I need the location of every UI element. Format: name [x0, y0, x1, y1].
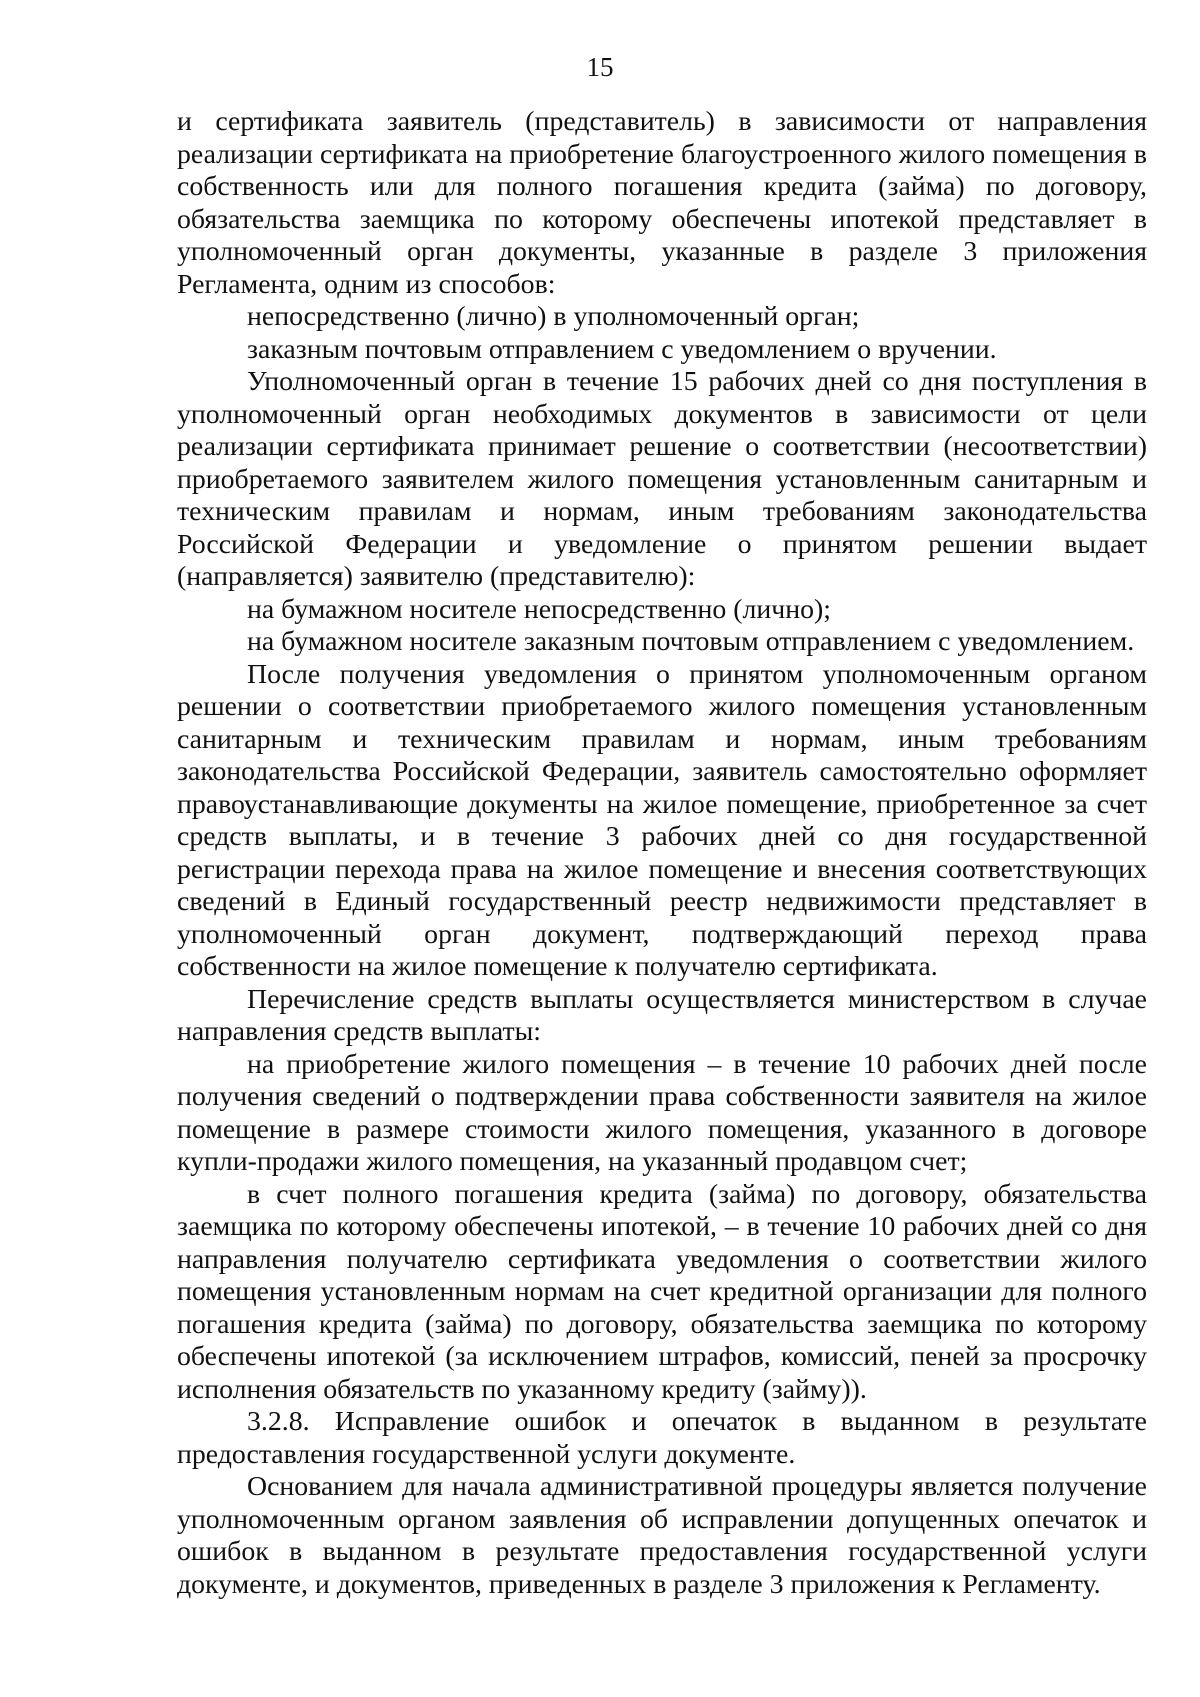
document-body	[177, 106, 1147, 1601]
paragraph-7: После получения уведомления о принятом уполномоченным органом решении о соответствии приобретаемого жилого помещения установленным санитарным и техническим правилам и нормам, иным требованиям законодательства Российской Федерации, заявитель самостоятельно оформляет правоустанавливающие документы на жилое помещение, приобретенное за счет средств выплаты, и в течение 3 рабочих дней со дня государственной регистрации перехода права на жилое помещение и внесения соответствующих сведений в Единый государственный реестр недвижимости представляет в уполномоченный орган документ, подтверждающий переход права собственности на жилое помещение к получателю сертификата.	[177, 658, 1147, 982]
paragraph-10: в счет полного погашения кредита (займа) по договору, обязательства заемщика по которому обеспечены ипотекой, – в течение 10 рабочих дней со дня направления получателю сертификата уведомления о соответствии жилого помещения установленным нормам на счет кредитной организации для полного погашения кредита (займа) по договору, обязательства заемщика по которому обеспечены ипотекой (за исключением штрафов, комиссий, пеней за просрочку исполнения обязательств по указанному кредиту (займу)).	[177, 1178, 1147, 1405]
paragraph-9: на приобретение жилого помещения – в течение 10 рабочих дней после получения сведений о подтверждении права собственности заявителя на жилое помещение в размере стоимости жилого помещения, указанного в договоре купли-продажи жилого помещения, на указанный продавцом счет;	[177, 1048, 1147, 1177]
paragraph-11: 3.2.8. Исправление ошибок и опечаток в выданном в результате предоставления государственной услуги документе.	[177, 1406, 1147, 1470]
paragraph-4: Уполномоченный орган в течение 15 рабочих дней со дня поступления в уполномоченный орган необходимых документов в зависимости от цели реализации сертификата принимает решение о соответствии (несоответствии) приобретаемого заявителем жилого помещения установленным санитарным и техническим правилам и нормам, иным требованиям законодательства Российской Федерации и уведомление о принятом решении выдает (направляется) заявителю (представителю):	[177, 366, 1147, 592]
page-number: 15	[586, 52, 614, 82]
paragraph-12: Основанием для начала административной процедуры является получение уполномоченным органом заявления об исправлении допущенных опечаток и ошибок в выданном в результате предоставления государственной услуги документе, и документов, приведенных в разделе 3 приложения к Регламенту.	[177, 1471, 1147, 1600]
paragraph-8: Перечисление средств выплаты осуществляется министерством в случае направления средств выплаты:	[177, 983, 1147, 1047]
paragraph-6: на бумажном носителе заказным почтовым отправлением с уведомлением.	[247, 626, 1135, 657]
paragraph-2: непосредственно (лично) в уполномоченный орган;	[247, 301, 860, 332]
paragraph-1: и сертификата заявитель (представитель) в зависимости от направления реализации сертификата на приобретение благоустроенного жилого помещения в собственность или для полного погашения кредита (займа) по договору, обязательства заемщика по которому обеспечены ипотекой представляет в уполномоченный орган документы, указанные в разделе 3 приложения Регламента, одним из способов:	[177, 106, 1147, 300]
paragraph-3: заказным почтовым отправлением с уведомлением о вручении.	[247, 333, 997, 365]
paragraph-5: на бумажном носителе непосредственно (лично);	[247, 593, 831, 625]
